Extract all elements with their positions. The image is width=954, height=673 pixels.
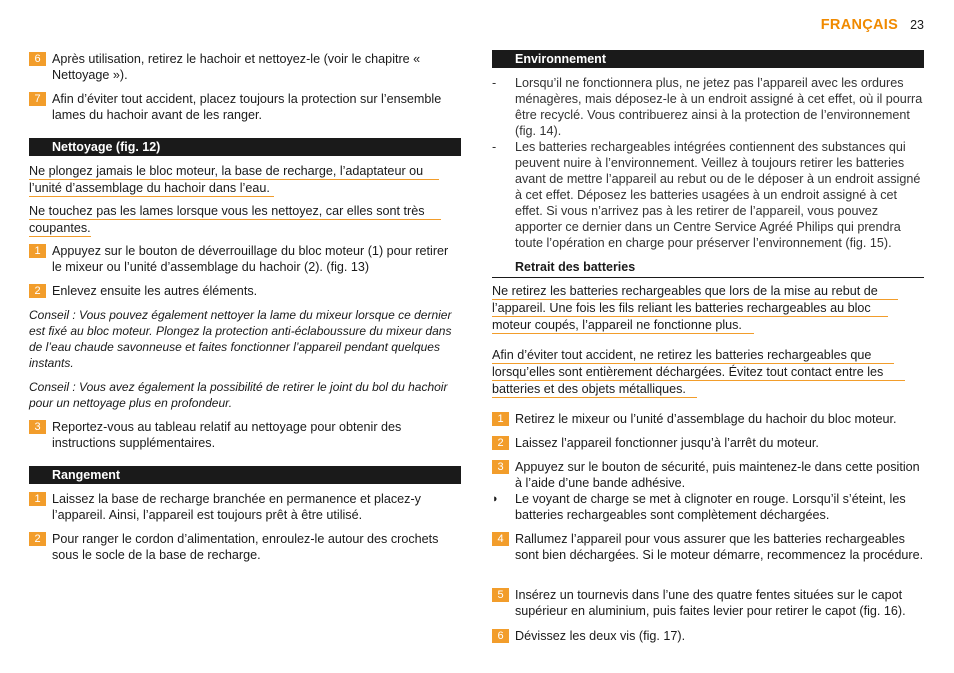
result-indicator-icon: ◗ [492, 493, 499, 505]
removal-step-3 [492, 459, 924, 491]
step-text: Appuyez sur le bouton de sécurité, puis maintenez-le dans cette position à l’aide d’une bande adhésive. [515, 460, 920, 490]
step-number: 3 [492, 460, 509, 474]
removal-step-5 [492, 587, 924, 619]
step-text: Dévissez les deux vis (fig. 17). [515, 629, 686, 643]
step-6 [29, 51, 461, 83]
section-heading-environment: Environnement [492, 50, 924, 68]
step-text: Insérez un tournevis dans l’une des quatre fentes situées sur le capot supérieur en aluminium, puis faites levier pour retirer le capot (fig. 16). [515, 588, 906, 618]
warning-line: moteur coupés, l’appareil ne fonctionne plus. [492, 317, 754, 334]
dash-marker: - [492, 140, 497, 154]
step-text: Appuyez sur le bouton de déverrouillage du bloc moteur (1) pour retirer le mixeur ou l’unité d’assemblage du hachoir (2). (fig. 13) [52, 244, 449, 274]
step-text: Reportez-vous au tableau relatif au nettoyage pour obtenir des instructions supplémentaires. [52, 420, 402, 450]
cleaning-step-3 [29, 419, 461, 451]
removal-step-2 [492, 435, 924, 451]
page-header [821, 17, 924, 33]
step-number: 2 [492, 436, 509, 450]
step-number: 5 [492, 588, 509, 602]
section-heading-battery-removal: Retrait des batteries [492, 259, 924, 278]
step-number: 2 [29, 284, 46, 298]
item-text: Lorsqu’il ne fonctionnera plus, ne jetez pas l’appareil avec les ordures ménagères, mais déposez-le à un endroit assigné à cet effet, où il pourra être recyclé. Vous contribuerez ainsi à la protection de l’environnement (fig. 14). [515, 76, 923, 138]
step-number: 1 [29, 492, 46, 506]
warning-line: batteries et des objets métalliques. [492, 381, 697, 398]
removal-step-1 [492, 411, 924, 427]
warning-discharged [492, 347, 924, 398]
step-number: 7 [29, 92, 46, 106]
environment-item-2 [492, 139, 924, 251]
item-text: Les batteries rechargeables intégrées contiennent des substances qui peuvent nuire à l’environnement. Veillez à toujours retirer les batteries avant de mettre l’appareil au rebut ou de le déposer à un endroit assigné à cet effet. Déposez les batteries usagées à un endroit assigné à cet effet. Si vous n’arrivez pas à les retirer de l’appareil, vous pouvez apporter ce dernier dans un Centre Service Agréé Philips qui prendra toute l’opération en charge pour préserver l’environnement (fig. 15). [515, 140, 921, 250]
storage-step-2 [29, 531, 461, 563]
removal-step-4 [492, 531, 924, 563]
warning-line: Ne retirez les batteries rechargeables que lors de la mise au rebut de [492, 283, 898, 300]
warning-line: coupantes. [29, 221, 91, 235]
warning-immersion [29, 163, 461, 197]
step-number: 4 [492, 532, 509, 546]
step-text: Après utilisation, retirez le hachoir et nettoyez-le (voir le chapitre « Nettoyage »). [52, 52, 421, 82]
section-heading-storage: Rangement [29, 466, 461, 484]
language-label: FRANÇAIS [820, 17, 899, 33]
environment-item-1 [492, 75, 924, 139]
step-number: 2 [29, 532, 46, 546]
cleaning-step-2 [29, 283, 461, 299]
warning-line: lorsqu’elles sont entièrement déchargées. Évitez tout contact entre les [492, 364, 905, 381]
warning-line: l’unité d’assemblage du hachoir dans l’eau. [29, 180, 274, 197]
page-number: 23 [910, 18, 924, 32]
dash-marker: - [492, 76, 497, 90]
step-number: 1 [29, 244, 46, 258]
removal-step-6 [492, 628, 924, 644]
step-7 [29, 91, 461, 123]
step-number: 1 [492, 412, 509, 426]
warning-line: Ne plongez jamais le bloc moteur, la base de recharge, l’adaptateur ou [29, 163, 439, 180]
step-text: Laissez l’appareil fonctionner jusqu’à l’arrêt du moteur. [515, 436, 819, 450]
warning-line: Afin d’éviter tout accident, ne retirez les batteries rechargeables que [492, 347, 894, 364]
cleaning-step-1 [29, 243, 461, 275]
step-text: Pour ranger le cordon d’alimentation, enroulez-le autour des crochets sous le socle de la base de recharge. [52, 532, 439, 562]
tip-seal-removal: Conseil : Vous avez également la possibilité de retirer le joint du bol du hachoir pour un nettoyage plus en profondeur. [29, 380, 448, 410]
section-heading-cleaning: Nettoyage (fig. 12) [29, 138, 461, 156]
storage-step-1 [29, 491, 461, 523]
step-text: Afin d’éviter tout accident, placez toujours la protection sur l’ensemble lames du hachoir avant de les ranger. [52, 92, 442, 122]
bullet-text: Le voyant de charge se met à clignoter en rouge. Lorsqu’il s’éteint, les batteries rechargeables sont complètement déchargées. [515, 492, 906, 522]
step-text: Retirez le mixeur ou l’unité d’assemblage du hachoir du bloc moteur. [515, 412, 897, 426]
step-text: Laissez la base de recharge branchée en permanence et placez-y l’appareil. Ainsi, l’appareil est toujours prêt à être utilisé. [52, 492, 421, 522]
warning-line: l’appareil. Une fois les fils reliant les batteries rechargeables au bloc [492, 300, 888, 317]
step-text: Enlevez ensuite les autres éléments. [52, 284, 258, 298]
result-bullet [492, 491, 924, 523]
warning-line: Ne touchez pas les lames lorsque vous les nettoyez, car elles sont très [29, 203, 441, 220]
tip-blade-cleaning: Conseil : Vous pouvez également nettoyer la lame du mixeur lorsque ce dernier est fixé au bloc moteur. Plongez la protection anti-éclaboussure du mixeur dans de l’eau chaude savonneuse et faites fonctionner l’appareil pendant quelques instants. [29, 308, 452, 370]
step-text: Rallumez l’appareil pour vous assurer que les batteries rechargeables sont bien déchargées. Si le moteur démarre, recommencez la procédure. [515, 532, 924, 562]
step-number: 3 [29, 420, 46, 434]
step-number: 6 [492, 629, 509, 643]
step-number: 6 [29, 52, 46, 66]
warning-disposal-only [492, 283, 924, 334]
warning-blades [29, 203, 461, 237]
